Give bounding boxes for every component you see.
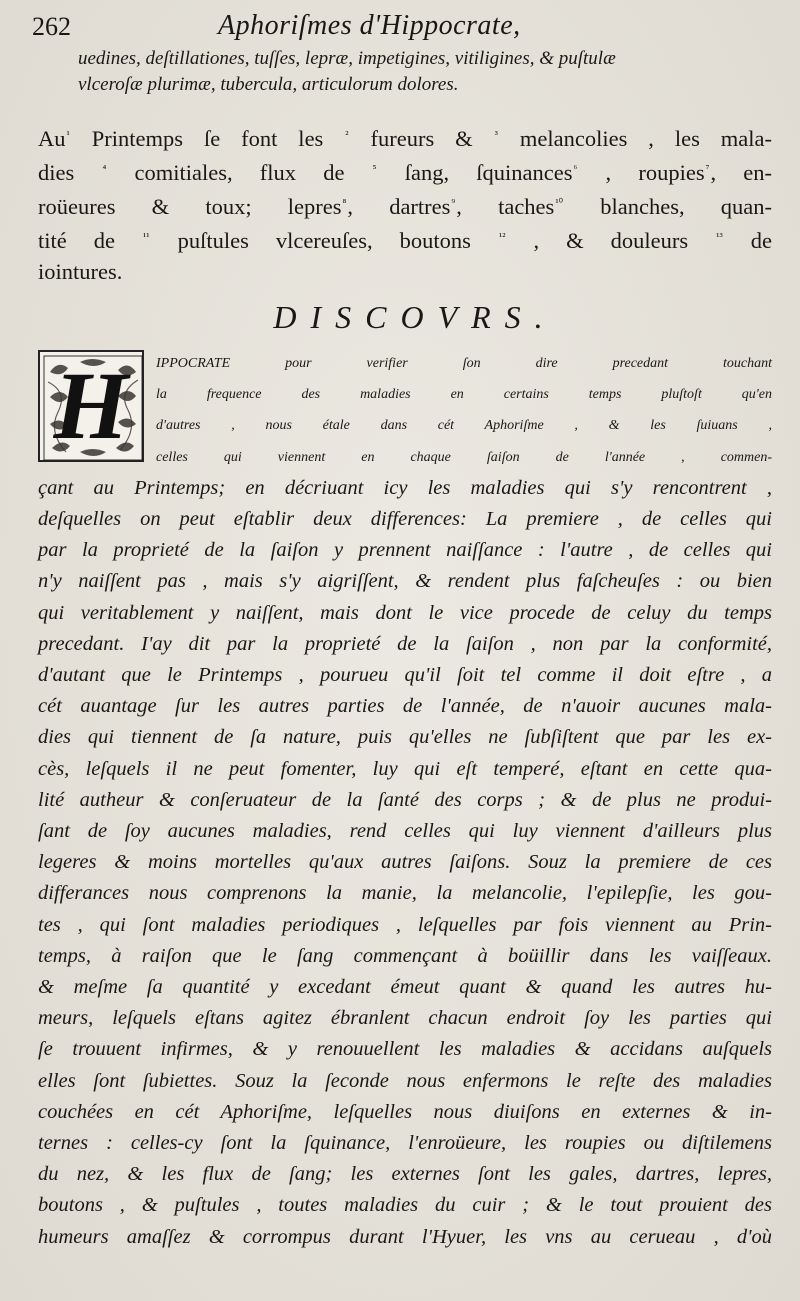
note-marker: ¹³ xyxy=(716,231,723,243)
text-line: la frequence des maladies en certains temps pluſtoſt qu'en xyxy=(156,387,772,403)
text-line: lité autheur & conſeruateur de la ſanté des corps ; & de plus ne produi- xyxy=(38,788,772,811)
aphorism-latin-line: uedines, deſtillationes, tuſſes, lepræ, impetigines, vitiligines, & puſtulæ xyxy=(78,48,616,69)
aphorism-text: dies xyxy=(38,160,102,185)
text-line: ternes : celles-cy ſont la ſquinance, l'enroüeure, les roupies ou diſtilemens xyxy=(38,1132,772,1155)
text-line: ſant de ſoy aucunes maladies, rend celles qui luy viennent d'ailleurs plus xyxy=(38,820,772,843)
aphorism-text: Au xyxy=(38,126,66,151)
text-line: humeurs amaſſez & corrompus durant l'Hyuer, les vns au cerueau , d'où xyxy=(38,1225,772,1248)
dropcap xyxy=(38,350,144,462)
aphorism-text: fureurs & xyxy=(349,126,494,151)
note-marker: ¹⁰ xyxy=(555,197,564,209)
text-line: qui veritablement y naiſſent, mais dont le vice procede de celuy du temps xyxy=(38,601,772,624)
aphorism-text: , roupies xyxy=(578,160,705,185)
aphorism-text: comitiales, flux de xyxy=(107,160,372,185)
note-marker: ¹² xyxy=(498,231,506,243)
aphorism-text: iointures. xyxy=(38,259,123,284)
aphorism-text: puſtules vlcereuſes, boutons xyxy=(150,228,498,253)
text-line: temps, à raiſon que le ſang commençant à boüillir dans les vaiſſeaux. xyxy=(38,944,772,967)
note-marker: ⁵ xyxy=(372,163,377,175)
note-marker: ² xyxy=(345,129,349,141)
text-line: cès, leſquels il ne peut fomenter, luy qui eſt temperé, eſtant en cette qua- xyxy=(38,757,772,780)
text-line: boutons , & puſtules , toutes maladies du cuir ; & le tout prouient des xyxy=(38,1194,772,1217)
text-line: par la proprieté de la ſaiſon y prennent naiſſance : l'autre , de celles qui xyxy=(38,539,772,562)
text-line: du nez, & les flux de ſang; les externes ſont les gales, dartres, lepres, xyxy=(38,1163,772,1186)
aphorism-text: blanches, quan- xyxy=(564,194,772,219)
discourse-text xyxy=(38,348,772,1253)
aphorism-french-line xyxy=(38,120,772,154)
note-marker: ¹ xyxy=(66,129,70,141)
text-line: IPPOCRATE pour verifier ſon dire precedant touchant xyxy=(156,356,772,371)
note-marker: ⁶ xyxy=(573,163,578,175)
aphorism-text: ſang, ſquinances xyxy=(377,160,573,185)
aphorism-text: Printemps ſe font les xyxy=(70,126,345,151)
note-marker: ⁷ xyxy=(705,163,710,175)
aphorism-french xyxy=(38,120,772,287)
text-line: elles ſont ſubiettes. Souz la ſeconde nous enfermons le reſte des maladies xyxy=(38,1069,772,1092)
text-line: d'autant que le Printemps , pourueu qu'il ſoit tel comme il doit eſtre , a xyxy=(38,664,772,687)
aphorism-french-line xyxy=(38,256,772,287)
aphorism-text: , en- xyxy=(710,160,773,185)
text-line: çant au Printemps; en décriuant icy les maladies qui s'y rencontrent , xyxy=(38,476,772,499)
dropcap-letter: H xyxy=(53,352,129,459)
text-line: cét auantage ſur les autres parties de l'année, de n'auoir aucunes mala- xyxy=(38,695,772,718)
text-line: & meſme ſa quantité y excedant émeut quant & quand les autres hu- xyxy=(38,976,772,999)
text-line: deſquelles on peut eſtablir deux differences: La premiere , de celles qui xyxy=(38,508,772,531)
text-line: legeres & moins mortelles qu'aux autres ſaiſons. Souz la premiere de ces xyxy=(38,851,772,874)
text-line: dies qui tiennent de ſa nature, puis qu'elles ne ſubſiſtent que par les ex- xyxy=(38,726,772,749)
aphorism-french-line xyxy=(38,154,772,188)
aphorism-text: roüeures & toux; lepres xyxy=(38,194,342,219)
text-line: differances nous comprenons la manie, la melancolie, l'epilepſie, les gou- xyxy=(38,882,772,905)
aphorism-text: , & douleurs xyxy=(506,228,716,253)
text-line: n'y naiſſent pas , mais s'y aigriſſent, & rendent plus faſcheuſes : ou bien xyxy=(38,570,772,593)
text-line: couchées en cét Aphoriſme, leſquelles nous diuiſons en externes & in- xyxy=(38,1100,772,1123)
aphorism-latin-line: vlceroſæ plurimæ, tubercula, articulorum dolores. xyxy=(78,74,459,95)
aphorism-french-line xyxy=(38,188,772,222)
page-header xyxy=(32,10,772,46)
aphorism-french-line xyxy=(38,222,772,256)
text-line: tes , qui ſont maladies periodiques , leſquelles par fois viennent au Prin- xyxy=(38,913,772,936)
text-line: d'autres , nous étale dans cét Aphoriſme , & les ſuiuans , xyxy=(156,418,772,434)
note-marker: ¹¹ xyxy=(142,231,150,243)
aphorism-text: de xyxy=(723,228,772,253)
note-marker: ⁴ xyxy=(102,163,107,175)
note-marker: ⁸ xyxy=(342,197,347,209)
text-line: meurs, leſquels eſtans agitez ébranlent chacun endroit ſoy les parties qui xyxy=(38,1007,772,1030)
note-marker: ³ xyxy=(494,129,498,141)
running-title: Aphoriſmes d'Hippocrate, xyxy=(218,10,521,41)
aphorism-latin xyxy=(78,46,772,98)
aphorism-text: melancolies , les mala- xyxy=(498,126,772,151)
text-line: precedant. I'ay dit par la proprieté de la ſaiſon , non par la conformité, xyxy=(38,632,772,655)
aphorism-text: tité de xyxy=(38,228,142,253)
page-number: 262 xyxy=(32,12,71,41)
text-line: ſe trouuent infirmes, & y renouuellent les maladies & accidans auſquels xyxy=(38,1038,772,1061)
section-title: DISCOVRS. xyxy=(273,299,557,335)
aphorism-text: , dartres xyxy=(347,194,451,219)
note-marker: ⁹ xyxy=(451,197,456,209)
text-line: celles qui viennent en chaque ſaiſon de l'année , commen- xyxy=(156,449,772,465)
aphorism-text: , taches xyxy=(456,194,555,219)
